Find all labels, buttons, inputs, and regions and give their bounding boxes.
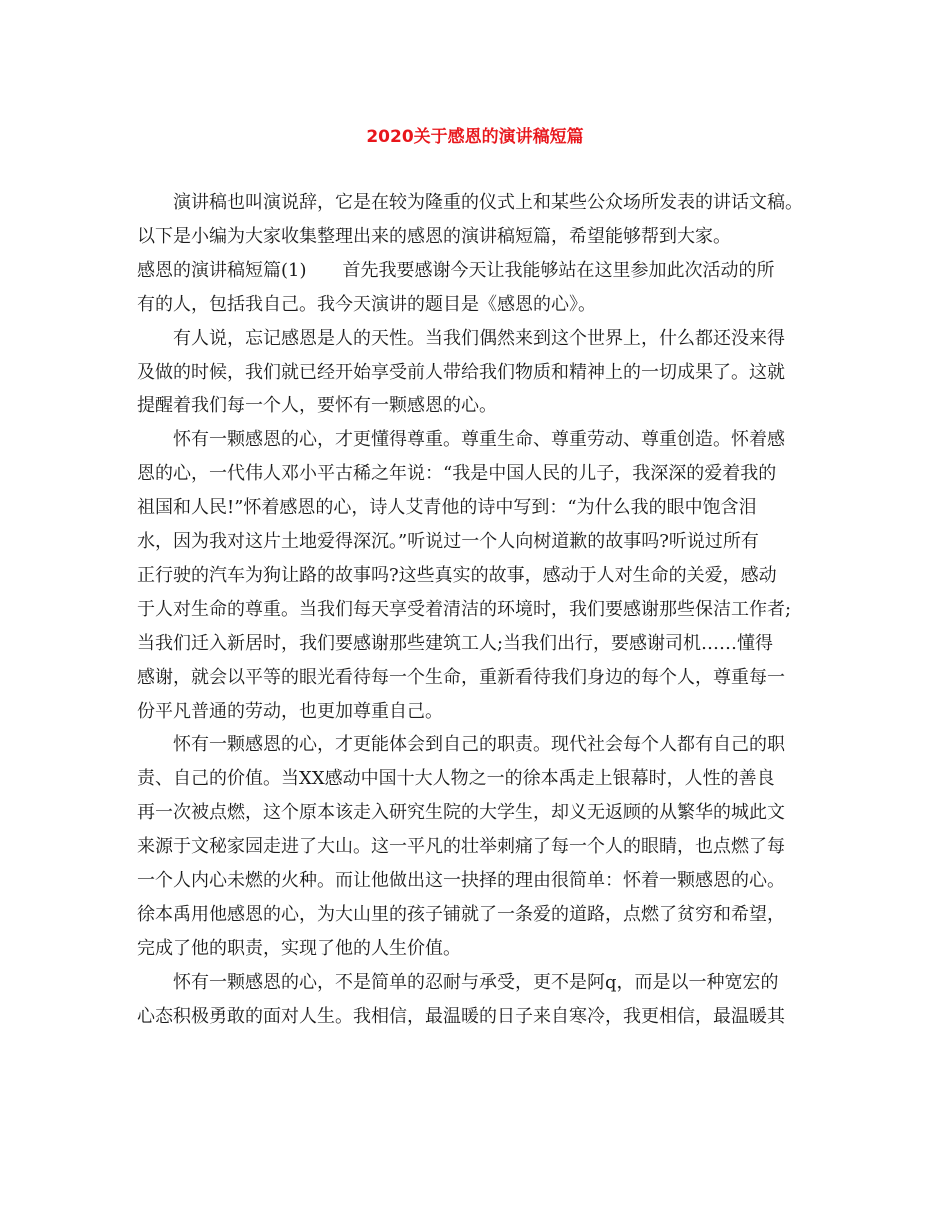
paragraph-line: 以下是小编为大家收集整理出来的感恩的演讲稿短篇，希望能够帮到大家。 <box>137 225 731 247</box>
paragraph-line: 祖国和人民!”怀着感恩的心，诗人艾青他的诗中写到：“为什么我的眼中饱含泪 <box>137 497 757 519</box>
paragraph-line: 于人对生命的尊重。当我们每天享受着清洁的环境时，我们要感谢那些保洁工作者; <box>137 598 792 620</box>
paragraph-line: 完成了他的职责，实现了他的人生价值。 <box>137 937 461 959</box>
paragraph-line: 演讲稿也叫演说辞，它是在较为隆重的仪式上和某些公众场所发表的讲话文稿。 <box>173 192 803 213</box>
paragraph-line: 恩的心，一代伟人邓小平古稀之年说：“我是中国人民的儿子，我深深的爱着我的 <box>137 463 777 485</box>
paragraph-line: 感谢，就会以平等的眼光看待每一个生命，重新看待我们身边的每个人，尊重每一 <box>137 666 785 688</box>
paragraph-line: 有人说，忘记感恩是人的天性。当我们偶然来到这个世界上，什么都还没来得 <box>173 327 785 349</box>
paragraph-line: 一个人内心未燃的火种。而让他做出这一抉择的理由很简单：怀着一颗感恩的心。 <box>137 870 785 891</box>
paragraph-line: 提醒着我们每一个人，要怀有一颗感恩的心。 <box>137 395 497 417</box>
paragraph-line: 怀有一颗感恩的心，才更能体会到自己的职责。现代社会每个人都有自己的职 <box>173 734 785 756</box>
paragraph-line: 份平凡普通的劳动，也更加尊重自己。 <box>137 700 443 722</box>
paragraph-line: 责、自己的价值。当XX感动中国十大人物之一的徐本禹走上银幕时，人性的善良 <box>137 768 775 790</box>
paragraph-line: 来源于文秘家园走进了大山。这一平凡的壮举刺痛了每一个人的眼睛，也点燃了每 <box>137 836 785 858</box>
paragraph-line: 当我们迁入新居时，我们要感谢那些建筑工人;当我们出行，要感谢司机……懂得 <box>137 632 774 654</box>
document-title: 2020关于感恩的演讲稿短篇 <box>366 127 584 147</box>
paragraph-line: 怀有一颗感恩的心，不是简单的忍耐与承受，更不是阿q，而是以一种宽宏的 <box>173 971 779 993</box>
paragraph-line: 怀有一颗感恩的心，才更懂得尊重。尊重生命、尊重劳动、尊重创造。怀着感 <box>173 429 785 451</box>
paragraph-line: 心态积极勇敢的面对人生。我相信，最温暖的日子来自寒冷，我更相信，最温暖其 <box>137 1005 785 1027</box>
paragraph-line: 再一次被点燃，这个原本该走入研究生院的大学生，却义无返顾的从繁华的城此文 <box>137 802 785 824</box>
paragraph-line: 水，因为我对这片土地爱得深沉。”听说过一个人向树道歉的故事吗?听说过所有 <box>137 531 759 552</box>
paragraph-line: 感恩的演讲稿短篇(1) 首先我要感谢今天让我能够站在这里参加此次活动的所 <box>137 259 775 281</box>
paragraph-line: 正行驶的汽车为狗让路的故事吗?这些真实的故事，感动于人对生命的关爱，感动 <box>137 564 777 586</box>
paragraph-line: 及做的时候，我们就已经开始享受前人带给我们物质和精神上的一切成果了。这就 <box>137 361 785 383</box>
paragraph-line: 徐本禹用他感恩的心，为大山里的孩子铺就了一条爱的道路，点燃了贫穷和希望， <box>137 903 785 925</box>
paragraph-line: 有的人，包括我自己。我今天演讲的题目是《感恩的心》。 <box>137 293 596 315</box>
